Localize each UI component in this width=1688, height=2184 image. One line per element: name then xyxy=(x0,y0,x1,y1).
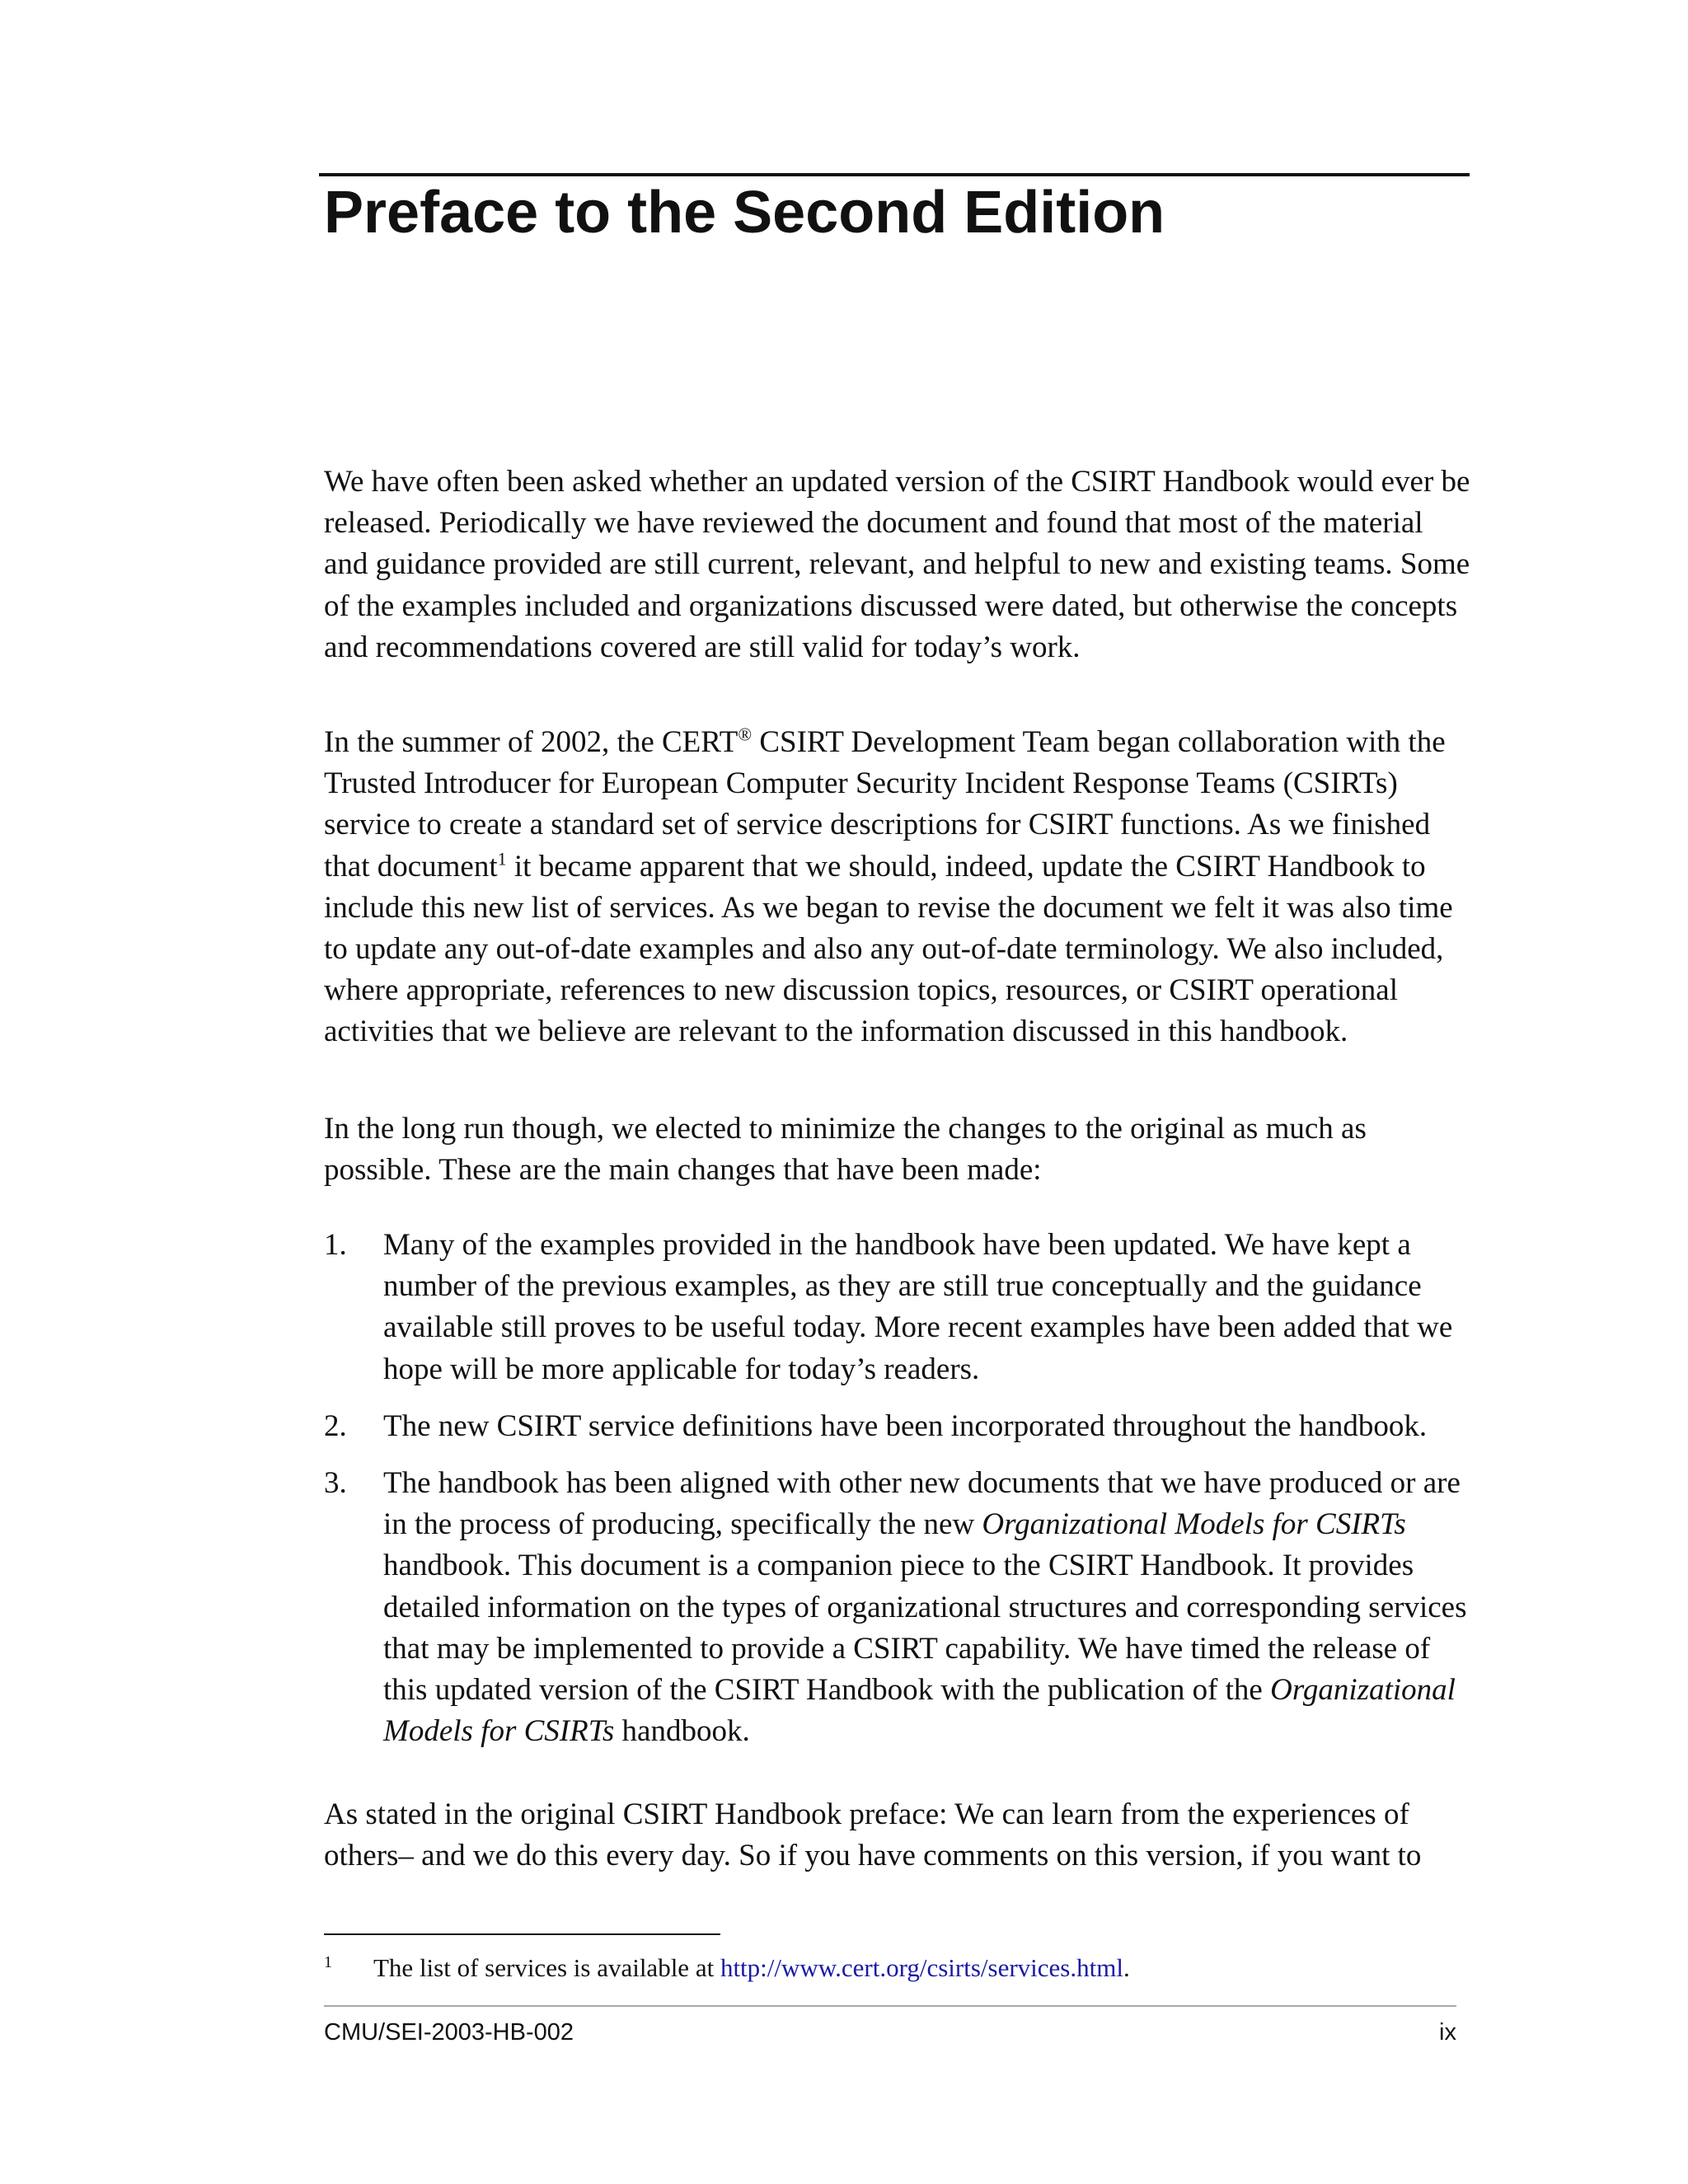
footnote-rule xyxy=(324,1933,720,1935)
footnote-end: . xyxy=(1123,1953,1130,1982)
list-item-number: 3. xyxy=(324,1466,347,1501)
list-item-text-b: handbook. This document is a companion piece to the CSIRT Handbook. It provides detailed information on the types of organizational structures and corresponding services that may be implemented to provide a CSIRT capability. We have timed the release of this updated version of the CSIRT Handbook with the publication of the xyxy=(383,1549,1467,1708)
registered-trademark-mark: ® xyxy=(738,724,753,745)
paragraph-1: We have often been asked whether an updated version of the CSIRT Handbook would ever be released. Periodically we have reviewed the document and found that most of the material and guidance provided are still current, relevant, and helpful to new and existing teams. Some of the examples included and organizations discussed were dated, but otherwise the concepts and recommendations covered are still valid for today’s work. xyxy=(324,465,1470,664)
paragraph-2-part-1: In the summer of 2002, the CERT xyxy=(324,725,738,759)
paragraph-2-part-3: it became apparent that we should, indeed, update the CSIRT Handbook to include this new list of services. As we began to revise the document we felt it was also time to update any out-of-date examples and also any out-of-date terminology. We also included, where appropriate, references to new discussion topics, resources, or CSIRT operational activities that we believe are relevant to the information discussed in this handbook. xyxy=(324,849,1453,1049)
publication-title-italic: Organizational Models for CSIRTs xyxy=(383,1673,1456,1749)
services-link[interactable]: http://www.cert.org/csirts/services.html xyxy=(720,1953,1123,1982)
list-item-text-c: handbook. xyxy=(614,1714,750,1749)
list-item-text: Many of the examples provided in the handbook have been updated. We have kept a number of the previous examples, as they are still true conceptually and the guidance available still proves to be useful today. More recent examples have been added that we hope will be more applicable for today’s readers. xyxy=(383,1228,1453,1386)
paragraph-3: In the long run though, we elected to minimize the changes to the original as much as possible. These are the main changes that have been made: xyxy=(324,1112,1367,1188)
publication-title-italic: Organizational Models for CSIRTs xyxy=(982,1507,1406,1542)
footnote-text: The list of services is available at xyxy=(373,1953,720,1982)
list-item-number: 1. xyxy=(324,1228,347,1262)
footnote-reference[interactable]: 1 xyxy=(497,848,507,869)
footnote: 1 The list of services is available at http://www.cert.org/csirts/services.html. xyxy=(324,1952,1130,1982)
paragraph-2-part-2: CSIRT Development Team began collaboration with the Trusted Introducer for European Computer Security Incident Response Teams (CSIRTs) service to create a standard set of service descriptions for CSIRT functions. As we finished that document xyxy=(324,725,1446,883)
changes-list xyxy=(324,1225,1473,1752)
list-item xyxy=(324,1225,1473,1390)
page-number: ix xyxy=(1439,2019,1456,2046)
paragraph-4: As stated in the original CSIRT Handbook preface: We can learn from the experiences of others– and we do this every day. So if you have comments on this version, if you want to xyxy=(324,1797,1422,1873)
footer-rule xyxy=(324,2005,1456,2007)
list-item xyxy=(324,1463,1473,1752)
list-item-number: 2. xyxy=(324,1408,347,1443)
list-item-text: The new CSIRT service definitions have been incorporated throughout the handbook. xyxy=(383,1408,1428,1443)
paragraph-2 xyxy=(324,722,1473,1053)
list-item xyxy=(324,1406,1473,1447)
document-id: CMU/SEI-2003-HB-002 xyxy=(324,2019,574,2046)
list-item-text-a: The handbook has been aligned with other new documents that we have produced or are in the process of producing, specifically the new xyxy=(383,1466,1461,1542)
page-title: Preface to the Second Edition xyxy=(324,180,1165,246)
